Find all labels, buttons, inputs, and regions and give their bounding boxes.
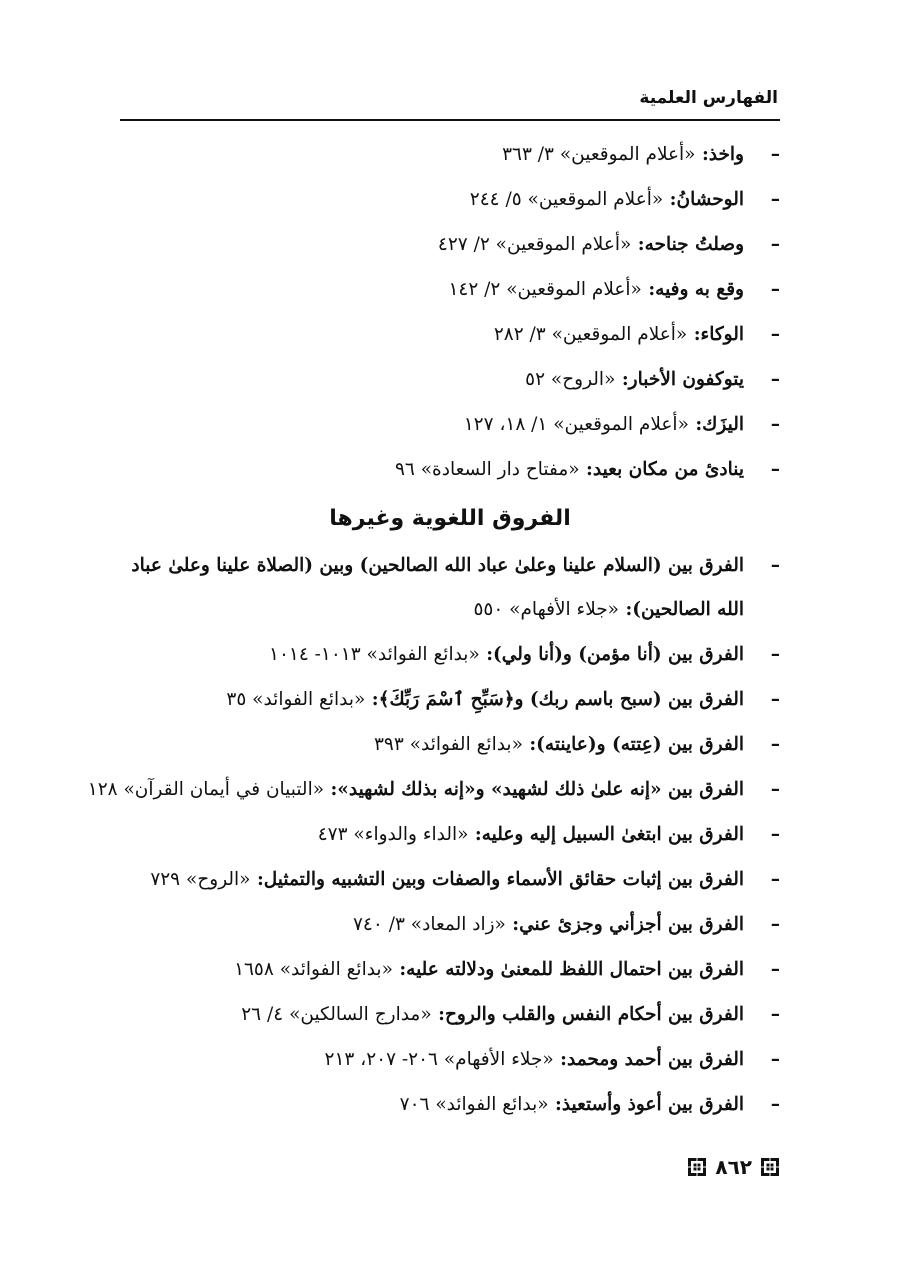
index-entry — [120, 632, 780, 677]
entry-dash: – — [770, 189, 780, 210]
entry-dash: – — [770, 959, 780, 980]
entry-reference: «الداء والدواء» ٤٧٣ — [317, 824, 469, 845]
running-header-title: الفهارس العلمية — [639, 88, 778, 108]
entry-reference: «بدائع الفوائد» ٧٠٦ — [399, 1094, 549, 1115]
entry-dash: – — [770, 1094, 780, 1115]
entry-dash: – — [770, 324, 780, 345]
entry-term: ينادئ من مكان بعيد: — [579, 459, 744, 480]
entry-reference: «الروح» ٧٢٩ — [150, 869, 251, 890]
index-entry — [120, 267, 780, 312]
entry-dash: – — [770, 1004, 780, 1025]
index-entry — [120, 177, 780, 222]
entry-dash: – — [770, 689, 780, 710]
entry-dash: – — [770, 644, 780, 665]
index-entry — [120, 544, 780, 632]
entry-dash: – — [770, 459, 780, 480]
entry-reference: «الروح» ٥٢ — [525, 369, 616, 390]
header-rule — [120, 119, 780, 121]
index-entry — [120, 222, 780, 267]
index-entry — [120, 722, 780, 767]
entry-term: الفرق بين احتمال اللفظ للمعنىٰ ودلالته عليه: — [392, 959, 744, 980]
index-entry — [120, 812, 780, 857]
entry-reference: «جلاء الأفهام» ٥٥٠ — [473, 599, 620, 620]
entry-reference: «جلاء الأفهام» ٢٠٦- ٢٠٧، ٢١٣ — [324, 1049, 554, 1070]
section-heading: الفروق اللغوية وغيرها — [329, 506, 571, 531]
page-footer — [687, 1155, 780, 1179]
entry-dash: – — [770, 144, 780, 165]
entry-dash: – — [770, 279, 780, 300]
entry-term: يتوكفون الأخبار: — [615, 369, 744, 390]
entry-term: الفرق بين (أنا مؤمن) و(أنا ولي): — [479, 644, 744, 665]
entry-reference: «أعلام الموقعين» ٥/ ٢٤٤ — [469, 189, 664, 210]
index-entry — [120, 447, 780, 492]
index-entry — [120, 132, 780, 177]
entry-reference: «أعلام الموقعين» ٣/ ٣٦٣ — [502, 144, 696, 165]
entry-reference: «التبيان في أيمان القرآن» ١٢٨ — [87, 779, 325, 800]
entry-dash: – — [770, 869, 780, 890]
entry-dash: – — [770, 1049, 780, 1070]
entry-reference: «بدائع الفوائد» ٣٩٣ — [374, 734, 523, 755]
entry-term: الفرق بين أحكام النفس والقلب والروح: — [431, 1004, 744, 1025]
entry-term: الوحشانُ: — [663, 189, 744, 210]
entry-term: وقع به وفيه: — [641, 279, 744, 300]
entry-dash: – — [770, 824, 780, 845]
index-list — [87, 132, 780, 1127]
entry-reference: «مفتاح دار السعادة» ٩٦ — [394, 459, 580, 480]
entry-term: واخذ: — [695, 144, 744, 165]
index-entry — [120, 902, 780, 947]
index-entry — [120, 312, 780, 357]
index-entry — [120, 677, 780, 722]
entry-term: الفرق بين إثبات حقائق الأسماء والصفات وبين التشبيه والتمثيل: — [250, 869, 744, 890]
entry-reference: «بدائع الفوائد» ١٠١٣- ١٠١٤ — [269, 644, 480, 665]
entry-term: وصلتُ جناحه: — [631, 234, 744, 255]
index-entry — [87, 767, 780, 812]
index-entry — [120, 357, 780, 402]
entry-reference: «أعلام الموقعين» ٢/ ٤٢٧ — [437, 234, 632, 255]
index-entry — [120, 947, 780, 992]
entry-dash: – — [770, 414, 780, 435]
entry-reference: «أعلام الموقعين» ٢/ ١٤٢ — [448, 279, 642, 300]
index-group-words — [120, 132, 780, 492]
entry-term: الفرق بين (سبح باسم ربك) و﴿سَبِّحِ ٱسْمَ رَبِّكَ﴾: — [365, 689, 744, 710]
entry-reference: «مدارج السالكين» ٤/ ٢٦ — [241, 1004, 432, 1025]
entry-term: الوكاء: — [687, 324, 744, 345]
entry-dash: – — [770, 734, 780, 755]
entry-dash: – — [770, 234, 780, 255]
page-number: ٨٦٢ — [715, 1155, 752, 1179]
entry-term: اليزَك: — [688, 414, 744, 435]
entry-term: الفرق بين (السلام علينا وعلىٰ عباد الله الصالحين) وبين (الصلاة علينا وعلىٰ عباد الله الصالحين): — [131, 555, 744, 620]
index-group-differences — [87, 544, 780, 1127]
entry-reference: «بدائع الفوائد» ١٦٥٨ — [234, 959, 393, 980]
entry-term: الفرق بين أعوذ وأستعيذ: — [548, 1094, 744, 1115]
entry-dash: – — [770, 555, 780, 576]
entry-dash: – — [770, 914, 780, 935]
entry-dash: – — [770, 779, 780, 800]
entry-reference: «أعلام الموقعين» ١/ ١٨، ١٢٧ — [463, 414, 689, 435]
index-entry — [120, 992, 780, 1037]
entry-dash: – — [770, 369, 780, 390]
ornament-square-icon — [760, 1157, 780, 1177]
entry-term: الفرق بين ابتغىٰ السبيل إليه وعليه: — [468, 824, 744, 845]
entry-term: الفرق بين (عِتته) و(عاينته): — [522, 734, 744, 755]
entry-reference: «أعلام الموقعين» ٣/ ٢٨٢ — [493, 324, 688, 345]
entry-reference: «بدائع الفوائد» ٣٥ — [226, 689, 366, 710]
entry-term: الفرق بين «إنه علىٰ ذلك لشهيد» و«إنه بذلك لشهيد»: — [324, 779, 744, 800]
entry-term: الفرق بين أحمد ومحمد: — [553, 1049, 744, 1070]
ornament-square-icon — [687, 1157, 707, 1177]
index-entry — [120, 402, 780, 447]
index-entry — [120, 1082, 780, 1127]
index-entry — [120, 1037, 780, 1082]
entry-reference: «زاد المعاد» ٣/ ٧٤٠ — [353, 914, 506, 935]
index-entry — [120, 857, 780, 902]
entry-term: الفرق بين أجزأني وجزئ عني: — [505, 914, 744, 935]
